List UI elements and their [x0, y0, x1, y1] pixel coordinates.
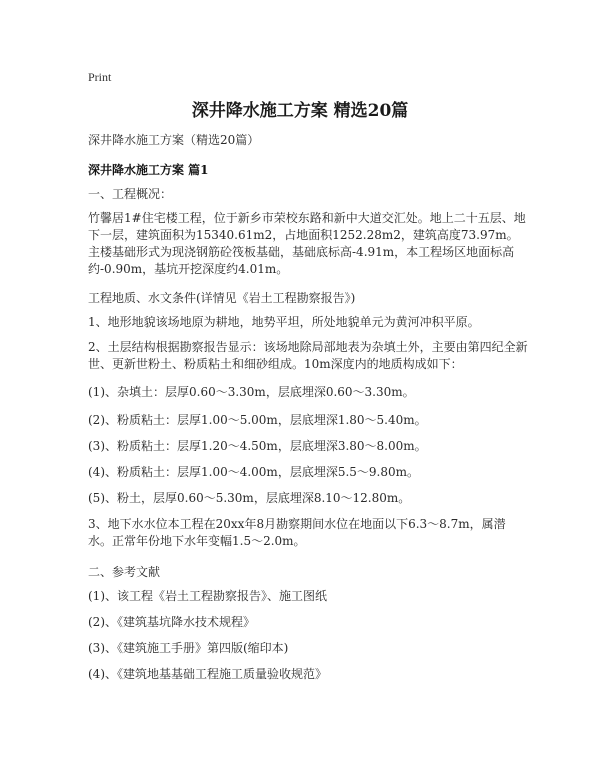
- groundwater-item: 3、地下水水位本工程在20xx年8月勘察期间水位在地面以下6.3～8.7m，属潜水。正常年份地下水年变幅1.5～2.0m。: [88, 517, 506, 548]
- reference-item: (2)、《建筑基坑降水技术规程》: [88, 615, 255, 629]
- document-title: 深井降水施工方案 精选20篇: [191, 101, 409, 121]
- reference-item: (1)、该工程《岩土工程勘察报告》、施工图纸: [88, 589, 327, 603]
- terrain-item: 1、地形地貌该场地原为耕地，地势平坦，所处地貌单元为黄河冲积平原。: [88, 315, 480, 329]
- document-subtitle: 深井降水施工方案（精选20篇）: [88, 133, 260, 147]
- soil-layer-item: (5)、粉土，层厚0.60～5.30m，层底埋深8.10～12.80m。: [88, 491, 411, 505]
- soil-layer-item: (1)、杂填土：层厚0.60～3.30m，层底埋深0.60～3.30m。: [88, 385, 415, 399]
- soil-layer-item: (2)、粉质粘土：层厚1.00～5.00m，层底埋深1.80～5.40m。: [88, 413, 427, 427]
- soil-layer-item: (3)、粉质粘土：层厚1.20～4.50m，层底埋深3.80～8.00m。: [88, 439, 427, 453]
- soil-structure-item: 2、土层结构根据勘察报告显示：该场地除局部地表为杂填土外，主要由第四纪全新世、更新世粉土、粉质粘土和细砂组成。10m深度内的地质构成如下：: [88, 340, 528, 371]
- print-link[interactable]: Print: [88, 70, 112, 84]
- overview-paragraph: 竹馨居1#住宅楼工程，位于新乡市荣校东路和新中大道交汇处。地上二十五层、地下一层，建筑面积为15340.61m2，占地面积1252.28m2，建筑高度73.97m。主楼基础形式为现浇钢筋砼筏板基础，基础底标高-4.91m，本工程场区地面标高约-0.90m，基坑开挖深度约4.01m。: [88, 211, 526, 276]
- soil-layer-item: (4)、粉质粘土：层厚1.00～4.00m，层底埋深5.5～9.80m。: [88, 465, 419, 479]
- section-heading-references: 二、参考文献: [88, 565, 161, 579]
- chapter-heading: 深井降水施工方案 篇1: [88, 163, 209, 177]
- reference-item: (3)、《建筑施工手册》第四版(缩印本): [88, 641, 289, 655]
- reference-item: (4)、《建筑地基基础工程施工质量验收规范》: [88, 667, 327, 681]
- geology-heading: 工程地质、水文条件(详情见《岩土工程勘察报告》): [88, 291, 356, 305]
- section-heading-overview: 一、工程概况：: [88, 187, 173, 201]
